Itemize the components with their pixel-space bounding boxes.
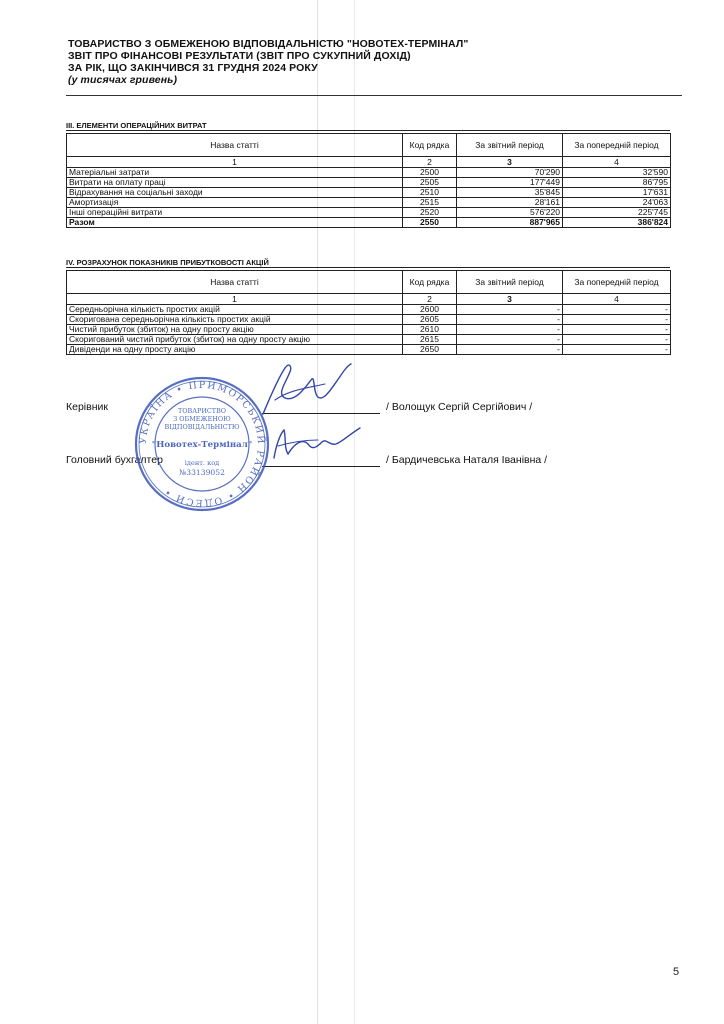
stamp-company-name: "Новотех-Термінал" [151, 440, 253, 450]
row-previous-value: 32'590 [563, 168, 671, 178]
column-header: Код рядка [403, 271, 457, 294]
table-header-row [67, 134, 671, 157]
report-title: ЗВІТ ПРО ФІНАНСОВІ РЕЗУЛЬТАТИ (ЗВІТ ПРО СУКУПНИЙ ДОХІД) [68, 50, 411, 62]
column-header: За попередній період [563, 271, 671, 294]
row-current-value: 28'161 [457, 198, 563, 208]
operating-expenses-table [66, 133, 671, 228]
row-code: 2510 [403, 188, 457, 198]
share-profitability-table [66, 270, 671, 355]
total-code: 2550 [403, 218, 457, 228]
table-row [67, 178, 671, 188]
column-number: 2 [403, 294, 457, 305]
section3-rule [66, 130, 670, 131]
row-previous-value: - [563, 315, 671, 325]
row-code: 2615 [403, 335, 457, 345]
row-previous-value: - [563, 325, 671, 335]
column-header: Назва статті [67, 271, 403, 294]
total-row [67, 218, 671, 228]
column-number: 3 [457, 294, 563, 305]
row-name: Скоригований чистий прибуток (збиток) на одну просту акцію [67, 335, 403, 345]
column-number: 4 [563, 157, 671, 168]
row-name: Чистий прибуток (збиток) на одну просту акцію [67, 325, 403, 335]
column-number: 3 [457, 157, 563, 168]
total-previous-value: 386'824 [563, 218, 671, 228]
report-header [68, 38, 680, 86]
total-current-value: 887'965 [457, 218, 563, 228]
row-previous-value: - [563, 345, 671, 355]
row-code: 2600 [403, 305, 457, 315]
row-name: Інші операційні витрати [67, 208, 403, 218]
company-name: ТОВАРИСТВО З ОБМЕЖЕНОЮ ВІДПОВІДАЛЬНІСТЮ "НОВОТЕХ-ТЕРМІНАЛ" [68, 38, 469, 50]
table-header-row [67, 271, 671, 294]
section4-rule [66, 267, 670, 268]
stamp-line2: З ОБМЕЖЕНОЮ [173, 415, 231, 423]
section3-title: ІІІ. ЕЛЕМЕНТИ ОПЕРАЦІЙНИХ ВИТРАТ [66, 121, 207, 130]
row-name: Витрати на оплату праці [67, 178, 403, 188]
row-code: 2505 [403, 178, 457, 188]
table-row [67, 168, 671, 178]
row-previous-value: 225'745 [563, 208, 671, 218]
accountant-name: / Бардичевська Наталя Іванівна / [386, 454, 548, 466]
column-header: За звітний період [457, 134, 563, 157]
row-code: 2650 [403, 345, 457, 355]
table-row [67, 305, 671, 315]
column-number-row [67, 294, 671, 305]
table-row [67, 188, 671, 198]
row-code: 2605 [403, 315, 457, 325]
total-name: Разом [67, 218, 403, 228]
row-previous-value: 24'063 [563, 198, 671, 208]
column-number: 1 [67, 157, 403, 168]
table-row [67, 198, 671, 208]
table-row [67, 335, 671, 345]
header-divider [66, 95, 682, 96]
stamp-ident-label: ідент. код [184, 459, 220, 467]
report-period: ЗА РІК, ЩО ЗАКІНЧИВСЯ 31 ГРУДНЯ 2024 РОКУ [68, 62, 318, 74]
row-previous-value: 86'795 [563, 178, 671, 188]
row-current-value: 576'220 [457, 208, 563, 218]
row-current-value: 35'845 [457, 188, 563, 198]
stamp-outer-text: УКРАЇНА • ПРИМОРСЬКИЙ РАЙОН • ОДЕСИ • [137, 379, 267, 509]
row-name: Дивіденди на одну просту акцію [67, 345, 403, 355]
row-current-value: - [457, 325, 563, 335]
row-code: 2500 [403, 168, 457, 178]
page-number: 5 [673, 966, 680, 978]
row-current-value: 177'449 [457, 178, 563, 188]
row-code: 2515 [403, 198, 457, 208]
section4-title: IV. РОЗРАХУНОК ПОКАЗНИКІВ ПРИБУТКОВОСТІ АКЦІЙ [66, 258, 269, 267]
director-name: / Волощук Сергій Сергійович / [386, 401, 533, 413]
column-number-row [67, 157, 671, 168]
stamp-line3: ВІДПОВІДАЛЬНІСТЮ [164, 423, 240, 431]
table-row [67, 345, 671, 355]
row-code: 2610 [403, 325, 457, 335]
table-row [67, 208, 671, 218]
stamp-line1: ТОВАРИСТВО [178, 407, 226, 415]
column-number: 1 [67, 294, 403, 305]
row-current-value: - [457, 305, 563, 315]
column-header: За звітний період [457, 271, 563, 294]
table-row [67, 325, 671, 335]
row-name: Амортизація [67, 198, 403, 208]
row-name: Відрахування на соціальні заходи [67, 188, 403, 198]
row-current-value: - [457, 345, 563, 355]
row-name: Матеріальні затрати [67, 168, 403, 178]
stamp-ident-code: №33139052 [179, 468, 225, 477]
accountant-handwritten-signature [268, 424, 364, 468]
column-header: За попередній період [563, 134, 671, 157]
row-current-value: - [457, 335, 563, 345]
row-code: 2520 [403, 208, 457, 218]
row-current-value: 70'290 [457, 168, 563, 178]
row-previous-value: 17'631 [563, 188, 671, 198]
column-header: Назва статті [67, 134, 403, 157]
row-previous-value: - [563, 335, 671, 345]
director-handwritten-signature [255, 360, 355, 422]
row-previous-value: - [563, 305, 671, 315]
table-row [67, 315, 671, 325]
column-number: 2 [403, 157, 457, 168]
row-current-value: - [457, 315, 563, 325]
column-number: 4 [563, 294, 671, 305]
report-unit: (у тисячах гривень) [68, 74, 178, 86]
accountant-role: Головний бухгалтер [66, 454, 163, 466]
row-name: Скоригована середньорічна кількість простих акцій [67, 315, 403, 325]
director-role: Керівник [66, 401, 108, 413]
company-stamp [133, 375, 271, 513]
column-header: Код рядка [403, 134, 457, 157]
row-name: Середньорічна кількість простих акцій [67, 305, 403, 315]
